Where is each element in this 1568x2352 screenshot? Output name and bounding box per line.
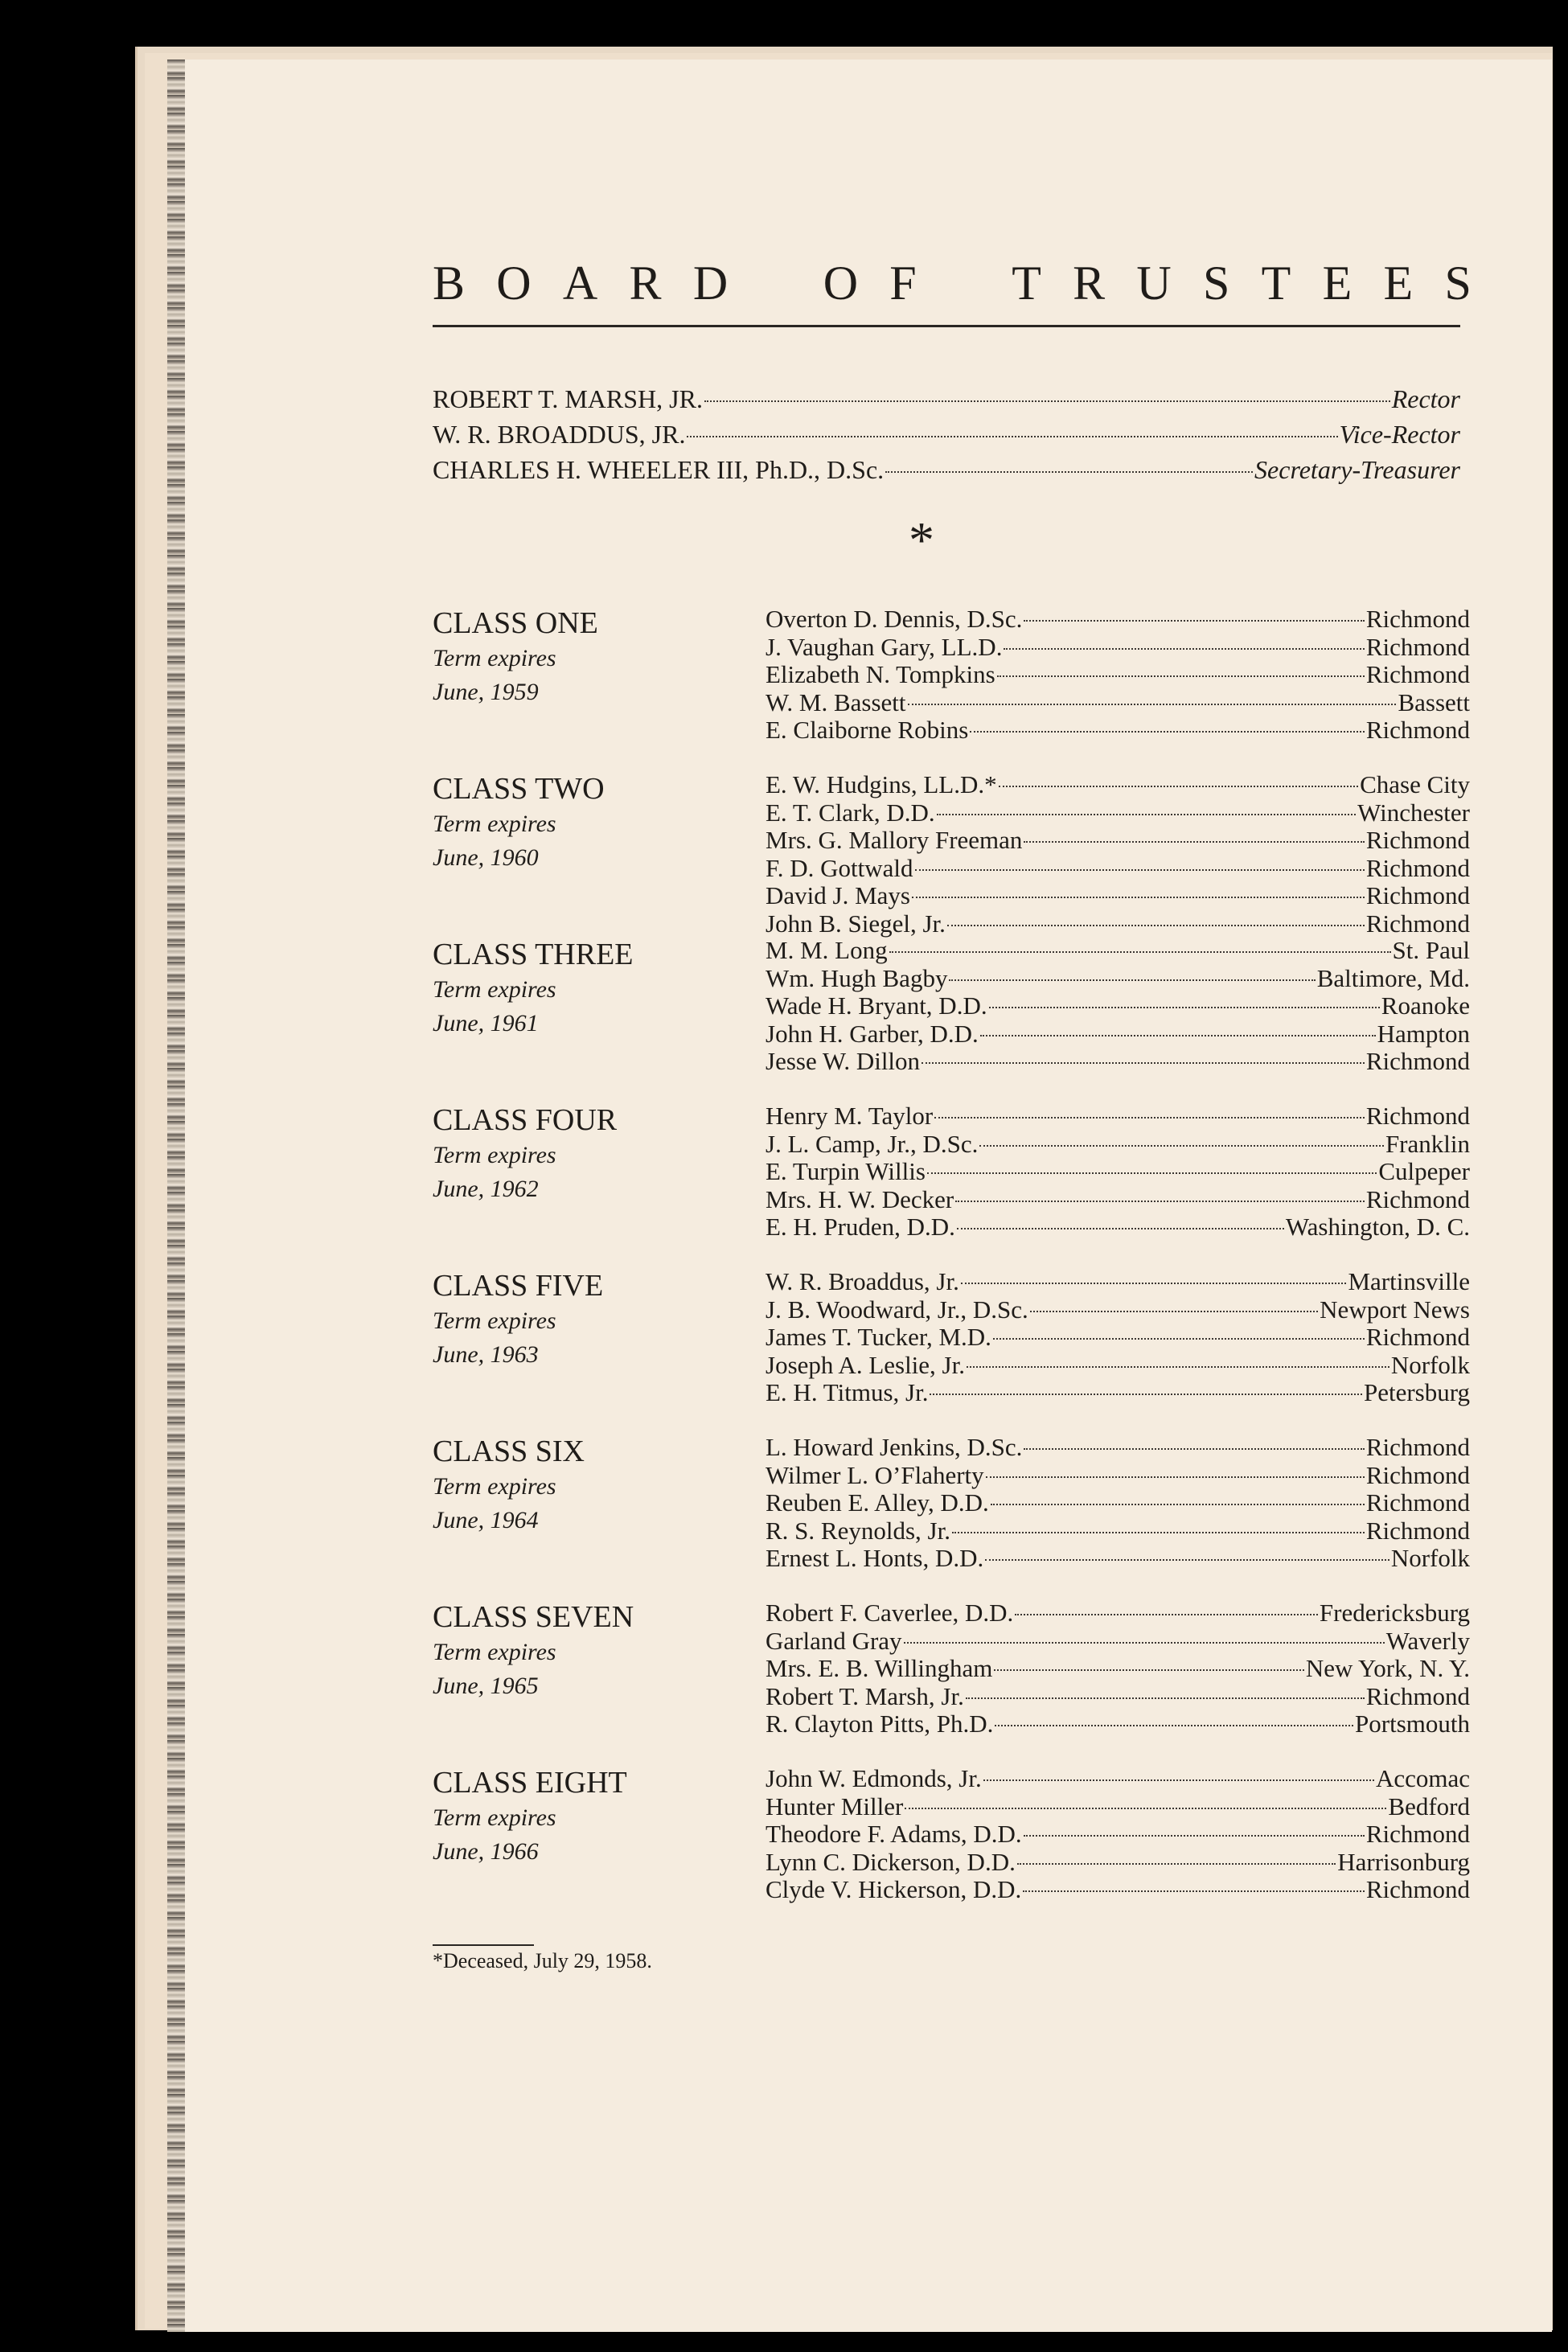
member-row xyxy=(766,798,1470,827)
member-place: Richmond xyxy=(1365,1681,1470,1710)
dot-leader xyxy=(905,1808,1386,1809)
member-place: Washington, D. C. xyxy=(1285,1213,1470,1241)
member-row xyxy=(766,1267,1470,1295)
title-word-gap xyxy=(759,256,791,311)
member-name: James T. Tucker, M.D. xyxy=(766,1323,991,1351)
member-row xyxy=(766,964,1470,992)
class-date: June, 1959 xyxy=(433,679,539,705)
member-list xyxy=(766,1267,1470,1406)
class-block xyxy=(433,1433,1470,1599)
member-name: E. H. Pruden, D.D. xyxy=(766,1213,955,1241)
class-name: CLASS FOUR xyxy=(433,1103,618,1137)
member-place: Petersburg xyxy=(1363,1378,1470,1406)
member-name: Wm. Hugh Bagby xyxy=(766,963,948,992)
member-name: F. D. Gottwald xyxy=(766,853,913,882)
class-name: CLASS FIVE xyxy=(433,1269,604,1303)
dot-leader xyxy=(993,1338,1365,1340)
member-name: M. M. Long xyxy=(766,936,888,964)
member-row xyxy=(766,1820,1470,1848)
member-place: Chase City xyxy=(1360,770,1470,798)
class-block xyxy=(433,1102,1470,1267)
class-block xyxy=(433,1267,1470,1433)
dot-leader xyxy=(979,1145,1384,1147)
dot-leader xyxy=(961,1283,1347,1284)
officers-list xyxy=(433,384,1460,491)
member-name: Robert F. Caverlee, D.D. xyxy=(766,1599,1014,1627)
member-place: Richmond xyxy=(1365,1323,1470,1351)
member-place: Norfolk xyxy=(1390,1350,1470,1379)
class-term: Term expires xyxy=(433,645,556,671)
member-row xyxy=(766,1351,1470,1379)
member-row xyxy=(766,605,1470,633)
member-place: Culpeper xyxy=(1378,1157,1470,1185)
member-row xyxy=(766,936,1470,964)
class-term: Term expires xyxy=(433,811,556,837)
page-title xyxy=(433,256,1472,311)
title-letter: F xyxy=(889,257,917,310)
class-date: June, 1964 xyxy=(433,1507,539,1533)
dot-leader xyxy=(983,1779,1374,1781)
member-name: John H. Garber, D.D. xyxy=(766,1019,979,1048)
class-name: CLASS EIGHT xyxy=(433,1766,627,1800)
member-name: J. B. Woodward, Jr., D.Sc. xyxy=(766,1295,1028,1324)
member-row xyxy=(766,1544,1470,1572)
member-name: John B. Siegel, Jr. xyxy=(766,909,946,938)
dot-leader xyxy=(1030,1311,1318,1312)
title-letter: S xyxy=(1444,257,1472,310)
dot-leader xyxy=(930,1394,1362,1395)
dot-leader xyxy=(957,1228,1284,1229)
dot-leader xyxy=(1023,1890,1365,1892)
officer-row xyxy=(433,420,1460,455)
dot-leader xyxy=(1024,841,1364,843)
dot-leader xyxy=(904,1642,1385,1644)
class-block xyxy=(433,1764,1470,1930)
member-name: J. L. Camp, Jr., D.Sc. xyxy=(766,1129,979,1158)
member-place: Richmond xyxy=(1365,1460,1470,1489)
title-word-gap xyxy=(948,256,980,311)
member-place: Bedford xyxy=(1388,1792,1470,1820)
member-row xyxy=(766,991,1470,1020)
class-term: Term expires xyxy=(433,976,556,1003)
member-place: Richmond xyxy=(1365,1047,1470,1075)
member-place: Richmond xyxy=(1365,632,1470,661)
member-place: Hampton xyxy=(1377,1019,1470,1048)
member-place: Portsmouth xyxy=(1355,1710,1470,1738)
member-name: L. Howard Jenkins, D.Sc. xyxy=(766,1433,1023,1461)
page-binding xyxy=(167,60,185,2332)
member-name: W. M. Bassett xyxy=(766,688,906,716)
class-date: June, 1963 xyxy=(433,1341,539,1368)
class-label xyxy=(433,1433,738,1537)
title-letter: R xyxy=(629,257,662,310)
member-name: Jesse W. Dillon xyxy=(766,1047,921,1075)
member-row xyxy=(766,1875,1470,1903)
dot-leader xyxy=(687,436,1337,437)
member-place: Richmond xyxy=(1365,881,1470,909)
member-place: Martinsville xyxy=(1348,1267,1470,1295)
member-row xyxy=(766,1488,1470,1517)
dot-leader xyxy=(1024,1448,1364,1450)
member-name: E. W. Hudgins, LL.D.* xyxy=(766,770,997,798)
member-row xyxy=(766,1047,1470,1075)
dot-leader xyxy=(937,814,1356,815)
class-name: CLASS SIX xyxy=(433,1435,585,1468)
class-label xyxy=(433,1599,738,1703)
member-name: Reuben E. Alley, D.D. xyxy=(766,1488,989,1517)
member-row xyxy=(766,1599,1470,1627)
member-list xyxy=(766,1433,1470,1572)
class-date: June, 1960 xyxy=(433,844,539,871)
class-block xyxy=(433,936,1470,1102)
member-row xyxy=(766,1433,1470,1461)
class-term: Term expires xyxy=(433,1142,556,1168)
officer-role: Vice-Rector xyxy=(1339,420,1460,449)
dot-leader xyxy=(991,1504,1365,1505)
member-place: Norfolk xyxy=(1390,1544,1470,1572)
member-row xyxy=(766,716,1470,744)
member-place: Harrisonburg xyxy=(1337,1847,1470,1876)
class-label xyxy=(433,1267,738,1372)
member-row xyxy=(766,1295,1470,1324)
member-name: David J. Mays xyxy=(766,881,910,909)
title-letter: O xyxy=(823,257,859,310)
member-place: Richmond xyxy=(1365,1516,1470,1545)
class-date: June, 1962 xyxy=(433,1176,539,1202)
dot-leader xyxy=(986,1476,1365,1478)
member-place: Waverly xyxy=(1385,1626,1470,1655)
title-letter: B xyxy=(433,257,466,310)
dot-leader xyxy=(995,1725,1353,1726)
member-name: Ernest L. Honts, D.D. xyxy=(766,1544,984,1572)
member-list xyxy=(766,936,1470,1075)
dot-leader xyxy=(885,471,1253,473)
member-row xyxy=(766,1130,1470,1158)
dot-leader xyxy=(997,675,1365,677)
member-row xyxy=(766,881,1470,909)
footnote: *Deceased, July 29, 1958. xyxy=(433,1949,652,1972)
member-place: Bassett xyxy=(1398,688,1470,716)
class-term: Term expires xyxy=(433,1804,556,1831)
class-block xyxy=(433,770,1470,936)
member-row xyxy=(766,909,1470,938)
class-name: CLASS THREE xyxy=(433,938,634,971)
member-name: Mrs. G. Mallory Freeman xyxy=(766,826,1023,854)
dot-leader xyxy=(985,1559,1389,1561)
member-place: Richmond xyxy=(1365,1433,1470,1461)
member-row xyxy=(766,1710,1470,1738)
dot-leader xyxy=(889,951,1391,953)
member-place: New York, N. Y. xyxy=(1305,1654,1470,1682)
member-place: Richmond xyxy=(1365,826,1470,854)
member-row xyxy=(766,854,1470,882)
member-place: St. Paul xyxy=(1392,936,1470,964)
title-letter: R xyxy=(1073,257,1106,310)
member-row xyxy=(766,1323,1470,1351)
member-place: Richmond xyxy=(1365,1820,1470,1848)
member-place: Winchester xyxy=(1357,798,1470,827)
officer-row xyxy=(433,455,1460,491)
class-block xyxy=(433,1599,1470,1764)
officer-row xyxy=(433,384,1460,420)
dot-leader xyxy=(908,704,1397,705)
member-place: Richmond xyxy=(1365,605,1470,633)
member-place: Richmond xyxy=(1365,853,1470,882)
member-place: Baltimore, Md. xyxy=(1316,963,1470,992)
trustee-classes xyxy=(433,605,1470,1930)
dot-leader xyxy=(989,1007,1380,1008)
dot-leader xyxy=(704,400,1390,402)
dot-leader xyxy=(952,1532,1365,1533)
member-row xyxy=(766,826,1470,854)
class-term: Term expires xyxy=(433,1473,556,1500)
class-term: Term expires xyxy=(433,1639,556,1665)
title-rule xyxy=(433,325,1460,327)
member-name: Hunter Miller xyxy=(766,1792,904,1820)
dot-leader xyxy=(980,1035,1376,1036)
member-place: Richmond xyxy=(1365,1184,1470,1213)
member-name: R. Clayton Pitts, Ph.D. xyxy=(766,1710,994,1738)
member-row xyxy=(766,660,1470,688)
title-letter: T xyxy=(1261,257,1291,310)
member-list xyxy=(766,605,1470,744)
dot-leader xyxy=(999,786,1358,787)
class-name: CLASS ONE xyxy=(433,606,598,640)
dot-leader xyxy=(1004,648,1364,650)
member-row xyxy=(766,1157,1470,1185)
class-name: CLASS SEVEN xyxy=(433,1600,634,1634)
member-row xyxy=(766,1627,1470,1655)
member-name: Theodore F. Adams, D.D. xyxy=(766,1820,1022,1848)
dot-leader xyxy=(955,1201,1365,1202)
footnote-rule xyxy=(433,1944,534,1946)
member-row xyxy=(766,1764,1470,1792)
dot-leader xyxy=(949,979,1315,981)
member-name: Garland Gray xyxy=(766,1626,902,1655)
member-name: E. Turpin Willis xyxy=(766,1157,926,1185)
member-name: Elizabeth N. Tompkins xyxy=(766,660,995,688)
class-term: Term expires xyxy=(433,1307,556,1334)
class-label xyxy=(433,605,738,709)
member-name: Wade H. Bryant, D.D. xyxy=(766,991,987,1020)
title-letter: T xyxy=(1012,257,1041,310)
member-name: W. R. Broaddus, Jr. xyxy=(766,1267,959,1295)
dot-leader xyxy=(967,1366,1389,1368)
member-name: Overton D. Dennis, D.Sc. xyxy=(766,605,1023,633)
title-letter: A xyxy=(562,257,598,310)
class-date: June, 1961 xyxy=(433,1010,539,1036)
dot-leader xyxy=(1015,1614,1318,1615)
officer-role: Rector xyxy=(1391,384,1460,413)
officer-role: Secretary-Treasurer xyxy=(1254,455,1460,484)
member-name: Wilmer L. O’Flaherty xyxy=(766,1460,984,1489)
dot-leader xyxy=(970,731,1365,733)
member-row xyxy=(766,1654,1470,1682)
title-letter: E xyxy=(1322,257,1353,310)
member-row xyxy=(766,633,1470,661)
title-letter: O xyxy=(496,257,532,310)
title-letter: U xyxy=(1136,257,1172,310)
member-row xyxy=(766,770,1470,798)
dot-leader xyxy=(915,869,1365,871)
member-name: Joseph A. Leslie, Jr. xyxy=(766,1350,965,1379)
member-list xyxy=(766,1764,1470,1903)
dot-leader xyxy=(994,1669,1304,1671)
asterisk-divider-icon: * xyxy=(909,511,934,569)
member-place: Richmond xyxy=(1365,1875,1470,1903)
class-date: June, 1965 xyxy=(433,1673,539,1699)
member-name: Robert T. Marsh, Jr. xyxy=(766,1681,964,1710)
member-name: Lynn C. Dickerson, D.D. xyxy=(766,1847,1016,1876)
member-row xyxy=(766,688,1470,716)
member-place: Franklin xyxy=(1385,1129,1470,1158)
title-letter: D xyxy=(692,257,729,310)
member-row xyxy=(766,1461,1470,1489)
member-row xyxy=(766,1102,1470,1130)
member-name: E. Claiborne Robins xyxy=(766,716,969,744)
member-name: Henry M. Taylor xyxy=(766,1102,934,1130)
member-row xyxy=(766,1378,1470,1406)
member-list xyxy=(766,770,1470,937)
member-name: John W. Edmonds, Jr. xyxy=(766,1764,982,1792)
dot-leader xyxy=(1017,1863,1336,1865)
officer-name: ROBERT T. MARSH, JR. xyxy=(433,384,703,413)
class-label xyxy=(433,1764,738,1869)
class-date: June, 1966 xyxy=(433,1838,539,1865)
title-letter: S xyxy=(1203,257,1230,310)
member-name: R. S. Reynolds, Jr. xyxy=(766,1516,950,1545)
class-name: CLASS TWO xyxy=(433,772,605,806)
class-label xyxy=(433,770,738,875)
dot-leader xyxy=(966,1697,1365,1699)
title-letter: E xyxy=(1383,257,1414,310)
class-label xyxy=(433,1102,738,1206)
member-place: Richmond xyxy=(1365,1102,1470,1130)
dot-leader xyxy=(1024,1835,1365,1837)
member-list xyxy=(766,1102,1470,1241)
member-place: Roanoke xyxy=(1381,991,1470,1020)
member-row xyxy=(766,1792,1470,1820)
dot-leader xyxy=(927,1172,1377,1174)
member-row xyxy=(766,1020,1470,1048)
member-row xyxy=(766,1213,1470,1241)
member-place: Richmond xyxy=(1365,660,1470,688)
member-name: E. H. Titmus, Jr. xyxy=(766,1378,929,1406)
class-block xyxy=(433,605,1470,770)
member-name: J. Vaughan Gary, LL.D. xyxy=(766,632,1003,661)
member-name: Mrs. E. B. Willingham xyxy=(766,1654,993,1682)
dot-leader xyxy=(912,897,1365,898)
member-name: Mrs. H. W. Decker xyxy=(766,1184,954,1213)
member-place: Richmond xyxy=(1365,1488,1470,1517)
class-label xyxy=(433,936,738,1041)
officer-name: CHARLES H. WHEELER III, Ph.D., D.Sc. xyxy=(433,455,885,484)
member-place: Accomac xyxy=(1375,1764,1470,1792)
member-row xyxy=(766,1185,1470,1213)
member-row xyxy=(766,1517,1470,1545)
officer-name: W. R. BROADDUS, JR. xyxy=(433,420,686,449)
member-place: Newport News xyxy=(1320,1295,1470,1324)
dot-leader xyxy=(1024,620,1364,622)
member-place: Richmond xyxy=(1365,716,1470,744)
member-place: Fredericksburg xyxy=(1319,1599,1470,1627)
member-row xyxy=(766,1848,1470,1876)
member-row xyxy=(766,1682,1470,1710)
dot-leader xyxy=(934,1117,1365,1119)
dot-leader xyxy=(922,1062,1365,1064)
member-name: Clyde V. Hickerson, D.D. xyxy=(766,1875,1022,1903)
member-list xyxy=(766,1599,1470,1738)
dot-leader xyxy=(947,925,1365,926)
member-name: E. T. Clark, D.D. xyxy=(766,798,935,827)
member-place: Richmond xyxy=(1365,909,1470,938)
